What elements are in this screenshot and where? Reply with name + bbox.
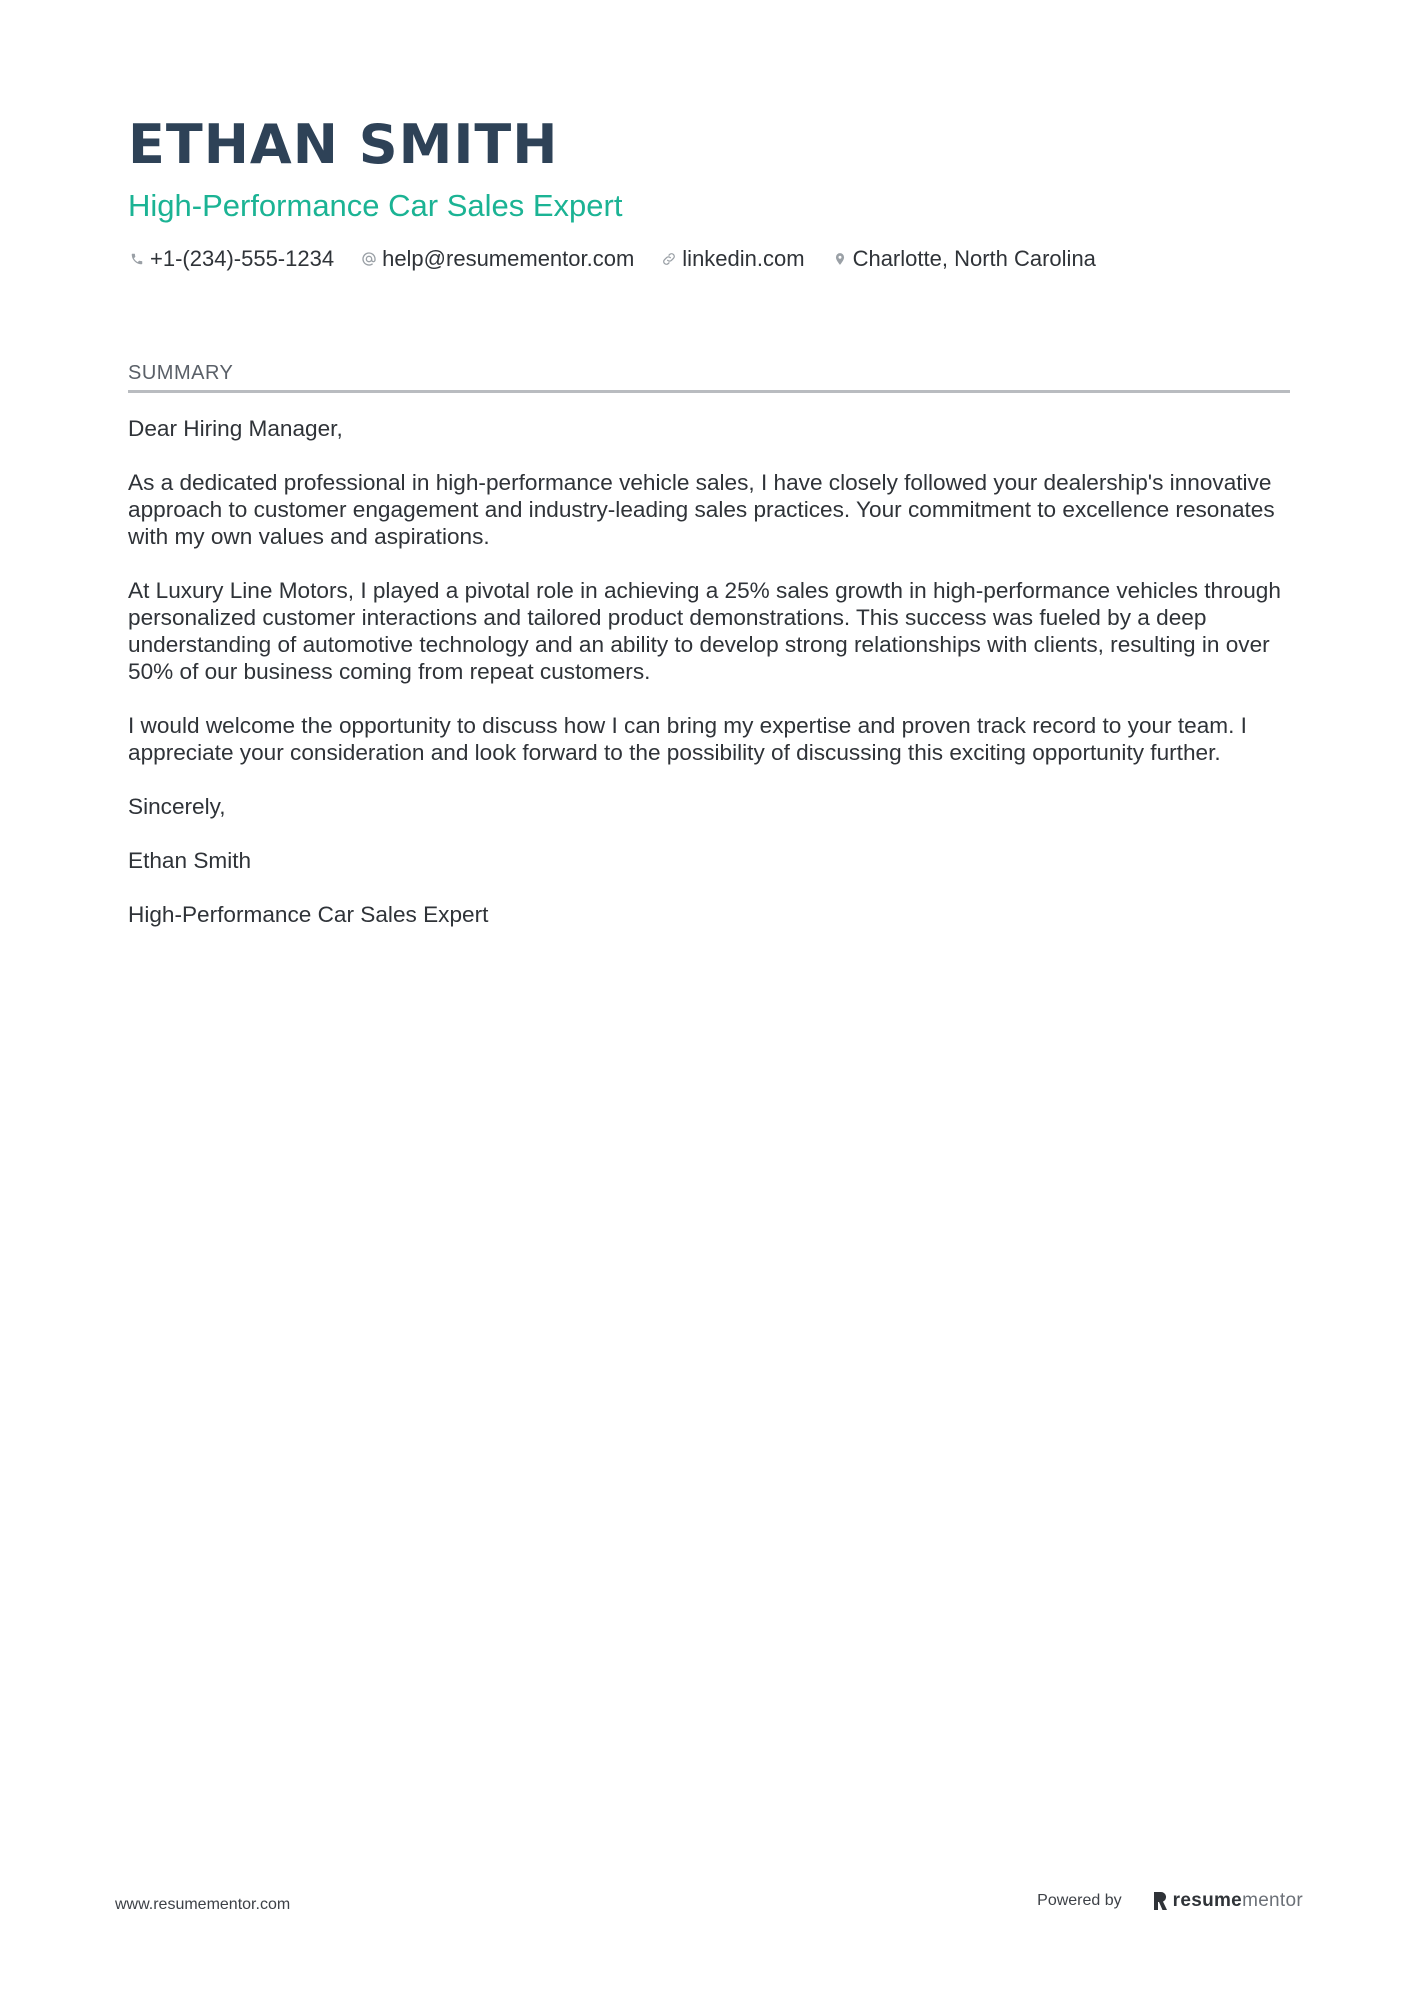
salutation: Dear Hiring Manager, [128, 416, 343, 441]
contact-location [831, 246, 1096, 272]
body-paragraph: I would welcome the opportunity to discuss how I can bring my expertise and proven track record to your team. I appreciate your consideration and look forward to the possibility of discussing this exciting opportunity further. [128, 713, 1247, 765]
resumementor-logo[interactable] [1152, 1890, 1303, 1912]
phone-icon [128, 250, 146, 268]
signature-title: High-Performance Car Sales Expert [128, 902, 489, 927]
resumementor-logo-icon [1152, 1891, 1168, 1911]
link-icon [660, 250, 678, 268]
brand-text-mentor: mentor [1242, 1890, 1303, 1911]
contact-email [360, 246, 634, 272]
footer [115, 1888, 1303, 1918]
contact-bar [128, 246, 1288, 272]
signature-name: Ethan Smith [128, 848, 252, 873]
contact-linkedin [660, 246, 804, 272]
at-icon [360, 250, 378, 268]
body-paragraph: As a dedicated professional in high-performance vehicle sales, I have closely followed your dealership's innovative approach to customer engagement and industry-leading sales practices. Your commitment to excellence resonates with my own values and aspirations. [128, 470, 1275, 549]
body-paragraph: At Luxury Line Motors, I played a pivotal role in achieving a 25% sales growth in high-performance vehicles through personalized customer interactions and tailored product demonstrations. This success was fueled by a deep understanding of automotive technology and an ability to develop strong relationships with clients, resulting in over 50% of our business coming from repeat customers. [128, 578, 1281, 684]
linkedin-link[interactable]: linkedin.com [682, 246, 805, 271]
powered-by-label: Powered by [1037, 1892, 1122, 1909]
phone-number[interactable]: +1-(234)-555-1234 [150, 246, 335, 271]
section-heading: SUMMARY [128, 360, 1290, 393]
letter-body [128, 415, 1290, 928]
email-address[interactable]: help@resumementor.com [382, 246, 635, 271]
footer-website-link[interactable]: www.resumementor.com [115, 1896, 291, 1913]
header [128, 112, 1288, 272]
location-pin-icon [831, 250, 849, 268]
footer-branding [1037, 1890, 1303, 1912]
candidate-title: High-Performance Car Sales Expert [128, 188, 623, 223]
brand-text-resume: resume [1172, 1890, 1243, 1911]
candidate-name: ETHAN SMITH [128, 113, 559, 176]
location-text: Charlotte, North Carolina [852, 246, 1096, 271]
summary-section [128, 360, 1290, 955]
contact-phone [128, 246, 334, 272]
closing: Sincerely, [128, 794, 226, 819]
